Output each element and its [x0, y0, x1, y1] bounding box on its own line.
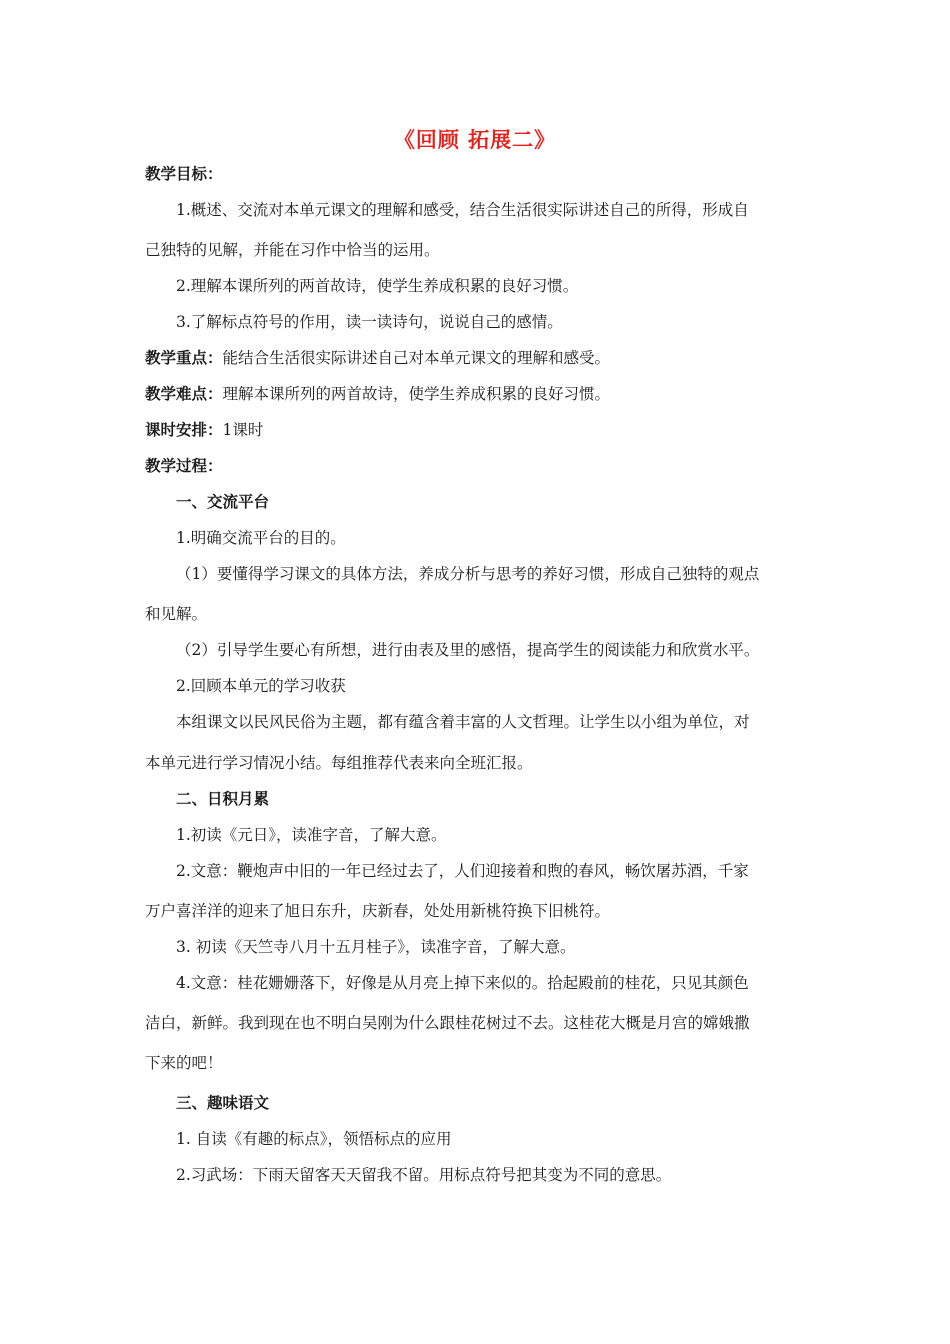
- section-1-p2-line-1: （1）要懂得学习课文的具体方法，养成分析与思考的养好习惯，形成自己独特的观点: [176, 565, 760, 583]
- section-3-heading: 三、趣味语文: [176, 1094, 270, 1112]
- difficulty-label: 教学难点：: [145, 385, 223, 403]
- objective-3: 3.了解标点符号的作用，读一读诗句，说说自己的感情。: [176, 313, 563, 331]
- difficulty: [145, 384, 610, 404]
- section-2-p2-line-2: 万户喜洋洋的迎来了旭日东升，庆新春，处处用新桃符换下旧桃符。: [145, 902, 611, 920]
- objective-1-line-2: 己独特的见解，并能在习作中恰当的运用。: [145, 241, 440, 259]
- schedule-text: 1课时: [222, 421, 264, 439]
- process-label: 教学过程：: [145, 457, 223, 475]
- section-3-p1: 1. 自读《有趣的标点》，领悟标点的应用: [176, 1130, 452, 1148]
- section-1-p1: 1.明确交流平台的目的。: [176, 529, 346, 547]
- section-1-p5-line-1: 本组课文以民风民俗为主题，都有蕴含着丰富的人文哲理。让学生以小组为单位，对: [176, 713, 750, 731]
- section-2-p2-line-1: 2.文意：鞭炮声中旧的一年已经过去了，人们迎接着和煦的春风，畅饮屠苏酒，千家: [176, 862, 749, 880]
- section-2-p4-line-3: 下来的吧！: [145, 1054, 223, 1072]
- section-2-p4-line-1: 4.文意：桂花姗姗落下，好像是从月亮上掉下来似的。拾起殿前的桂花，只见其颜色: [176, 974, 749, 992]
- section-1-heading: 一、交流平台: [176, 493, 270, 511]
- section-2-p4-line-2: 洁白，新鲜。我到现在也不明白吴刚为什么跟桂花树过不去。这桂花大概是月宫的嫦娥撒: [145, 1014, 750, 1032]
- key-point-label: 教学重点：: [145, 349, 223, 367]
- section-2-p3: 3. 初读《天竺寺八月十五月桂子》，读准字音，了解大意。: [176, 938, 576, 956]
- section-2-heading: 二、日积月累: [176, 790, 270, 808]
- objective-2: 2.理解本课所列的两首故诗，使学生养成积累的良好习惯。: [176, 277, 579, 295]
- objective-1-line-1: 1.概述、交流对本单元课文的理解和感受，结合生活很实际讲述自己的所得，形成自: [176, 201, 749, 219]
- section-1-p2-line-2: 和见解。: [145, 605, 208, 623]
- document-title: 《回顾 拓展二》: [393, 128, 557, 152]
- objectives-label: 教学目标：: [145, 165, 223, 183]
- section-3-p2: 2.习武场：下雨天留客天天留我不留。用标点符号把其变为不同的意思。: [176, 1166, 672, 1184]
- section-1-p4: 2.回顾本单元的学习收获: [176, 677, 346, 695]
- section-1-p5-line-2: 本单元进行学习情况小结。每组推荐代表来向全班汇报。: [145, 754, 533, 772]
- schedule: [145, 420, 263, 440]
- key-point-text: 能结合生活很实际讲述自己对本单元课文的理解和感受。: [222, 349, 611, 367]
- schedule-label: 课时安排：: [145, 421, 223, 439]
- section-2-p1: 1.初读《元日》，读准字音，了解大意。: [176, 826, 447, 844]
- section-1-p3: （2）引导学生要心有所想，进行由表及里的感悟，提高学生的阅读能力和欣赏水平。: [176, 641, 760, 659]
- key-point: [145, 348, 610, 368]
- difficulty-text: 理解本课所列的两首故诗，使学生养成积累的良好习惯。: [222, 385, 611, 403]
